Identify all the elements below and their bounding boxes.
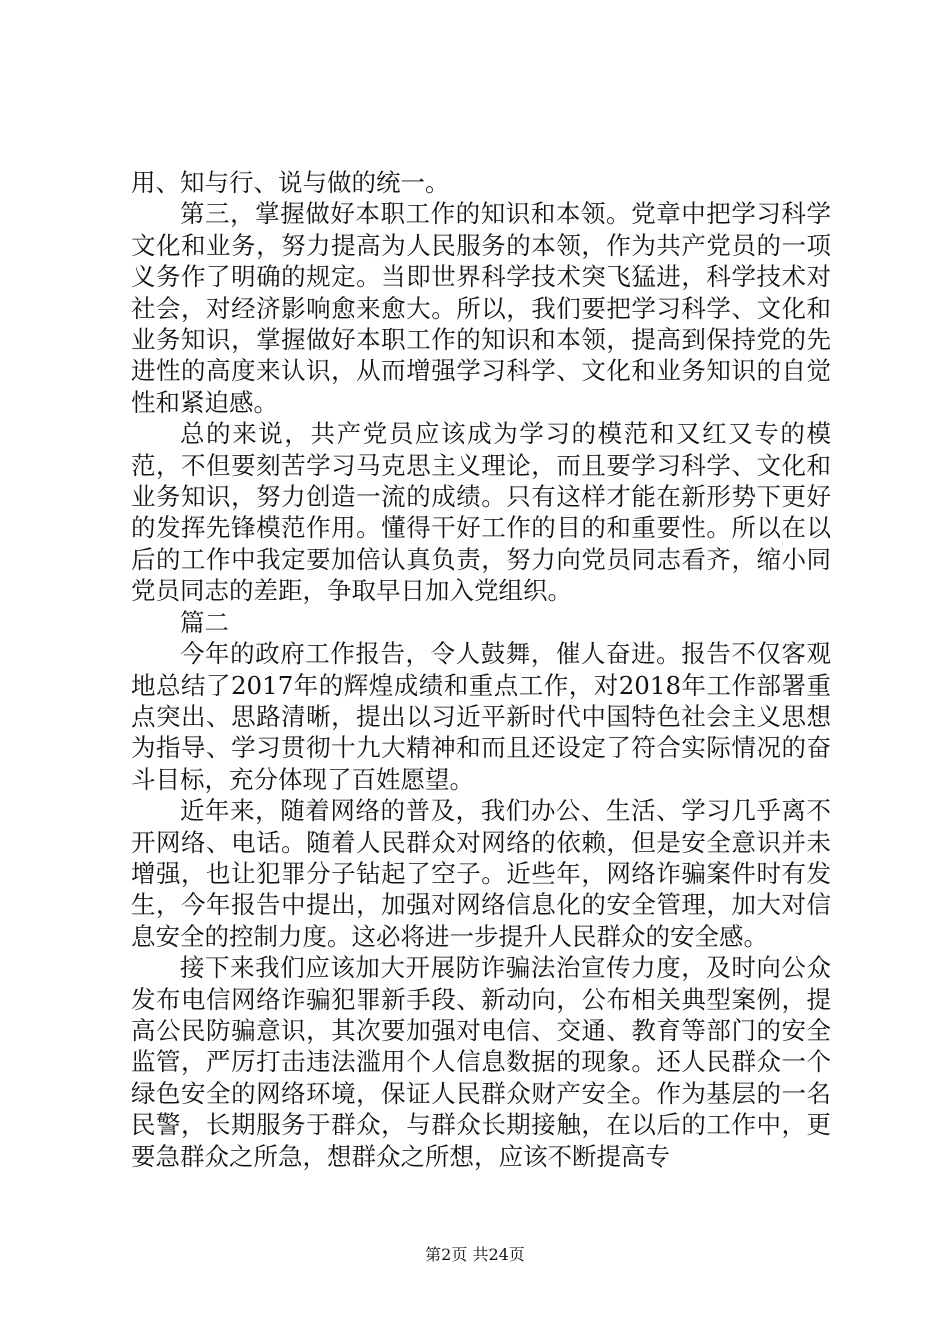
paragraph-continuation: 用、知与行、说与做的统一。: [131, 168, 450, 197]
page-number-footer: 第2页 共24页: [425, 1245, 525, 1264]
paragraph-summary: 总的来说，共产党员应该成为学习的模范和又红又专的模范，不但要刻苦学习马克思主义理论，而且要学习科学、文化和业务知识，努力创造一流的成绩。只有这样才能在新形势下更好的发挥先锋模范作用。懂得干好工作的目的和重要性。所以在以后的工作中我定要加倍认真负责，努力向党员同志看齐，缩小同党员同志的差距，争取早日加入党组织。: [131, 419, 831, 606]
paragraph-government-report: 今年的政府工作报告，令人鼓舞，催人奋进。报告不仅客观地总结了2017年的辉煌成绩和重点工作，对2018年工作部署重点突出、思路清晰，提出以习近平新时代中国特色社会主义思想为指导、学习贯彻十九大精神和而且还设定了符合实际情况的奋斗目标，充分体现了百姓愿望。: [131, 639, 831, 794]
document-body: [131, 167, 831, 1172]
paragraph-network-security: 近年来，随着网络的普及，我们办公、生活、学习几乎离不开网络、电话。随着人民群众对网络的依赖，但是安全意识并未增强，也让犯罪分子钻起了空子。近些年，网络诈骗案件时有发生，今年报告中提出，加强对网络信息化的安全管理，加大对信息安全的控制力度。这必将进一步提升人民群众的安全感。: [131, 796, 831, 951]
section-heading-part-two: 篇二: [180, 607, 229, 637]
paragraph-anti-fraud: 接下来我们应该加大开展防诈骗法治宣传力度，及时向公众发布电信网络诈骗犯罪新手段、新动向，公布相关典型案例，提高公民防骗意识，其次要加强对电信、交通、教育等部门的安全监管，严厉打击违法滥用个人信息数据的现象。还人民群众一个绿色安全的网络环境，保证人民群众财产安全。作为基层的一名民警，长期服务于群众，与群众长期接触，在以后的工作中，更要急群众之所急，想群众之所想，应该不断提高专: [131, 953, 831, 1171]
paragraph-third-point: 第三，掌握做好本职工作的知识和本领。党章中把学习科学文化和业务，努力提高为人民服务的本领，作为共产党员的一项义务作了明确的规定。当即世界科学技术突飞猛进，科学技术对社会，对经济影响愈来愈大。所以，我们要把学习科学、文化和业务知识，掌握做好本职工作的知识和本领，提高到保持党的先进性的高度来认识，从而增强学习科学、文化和业务知识的自觉性和紧迫感。: [131, 199, 831, 417]
